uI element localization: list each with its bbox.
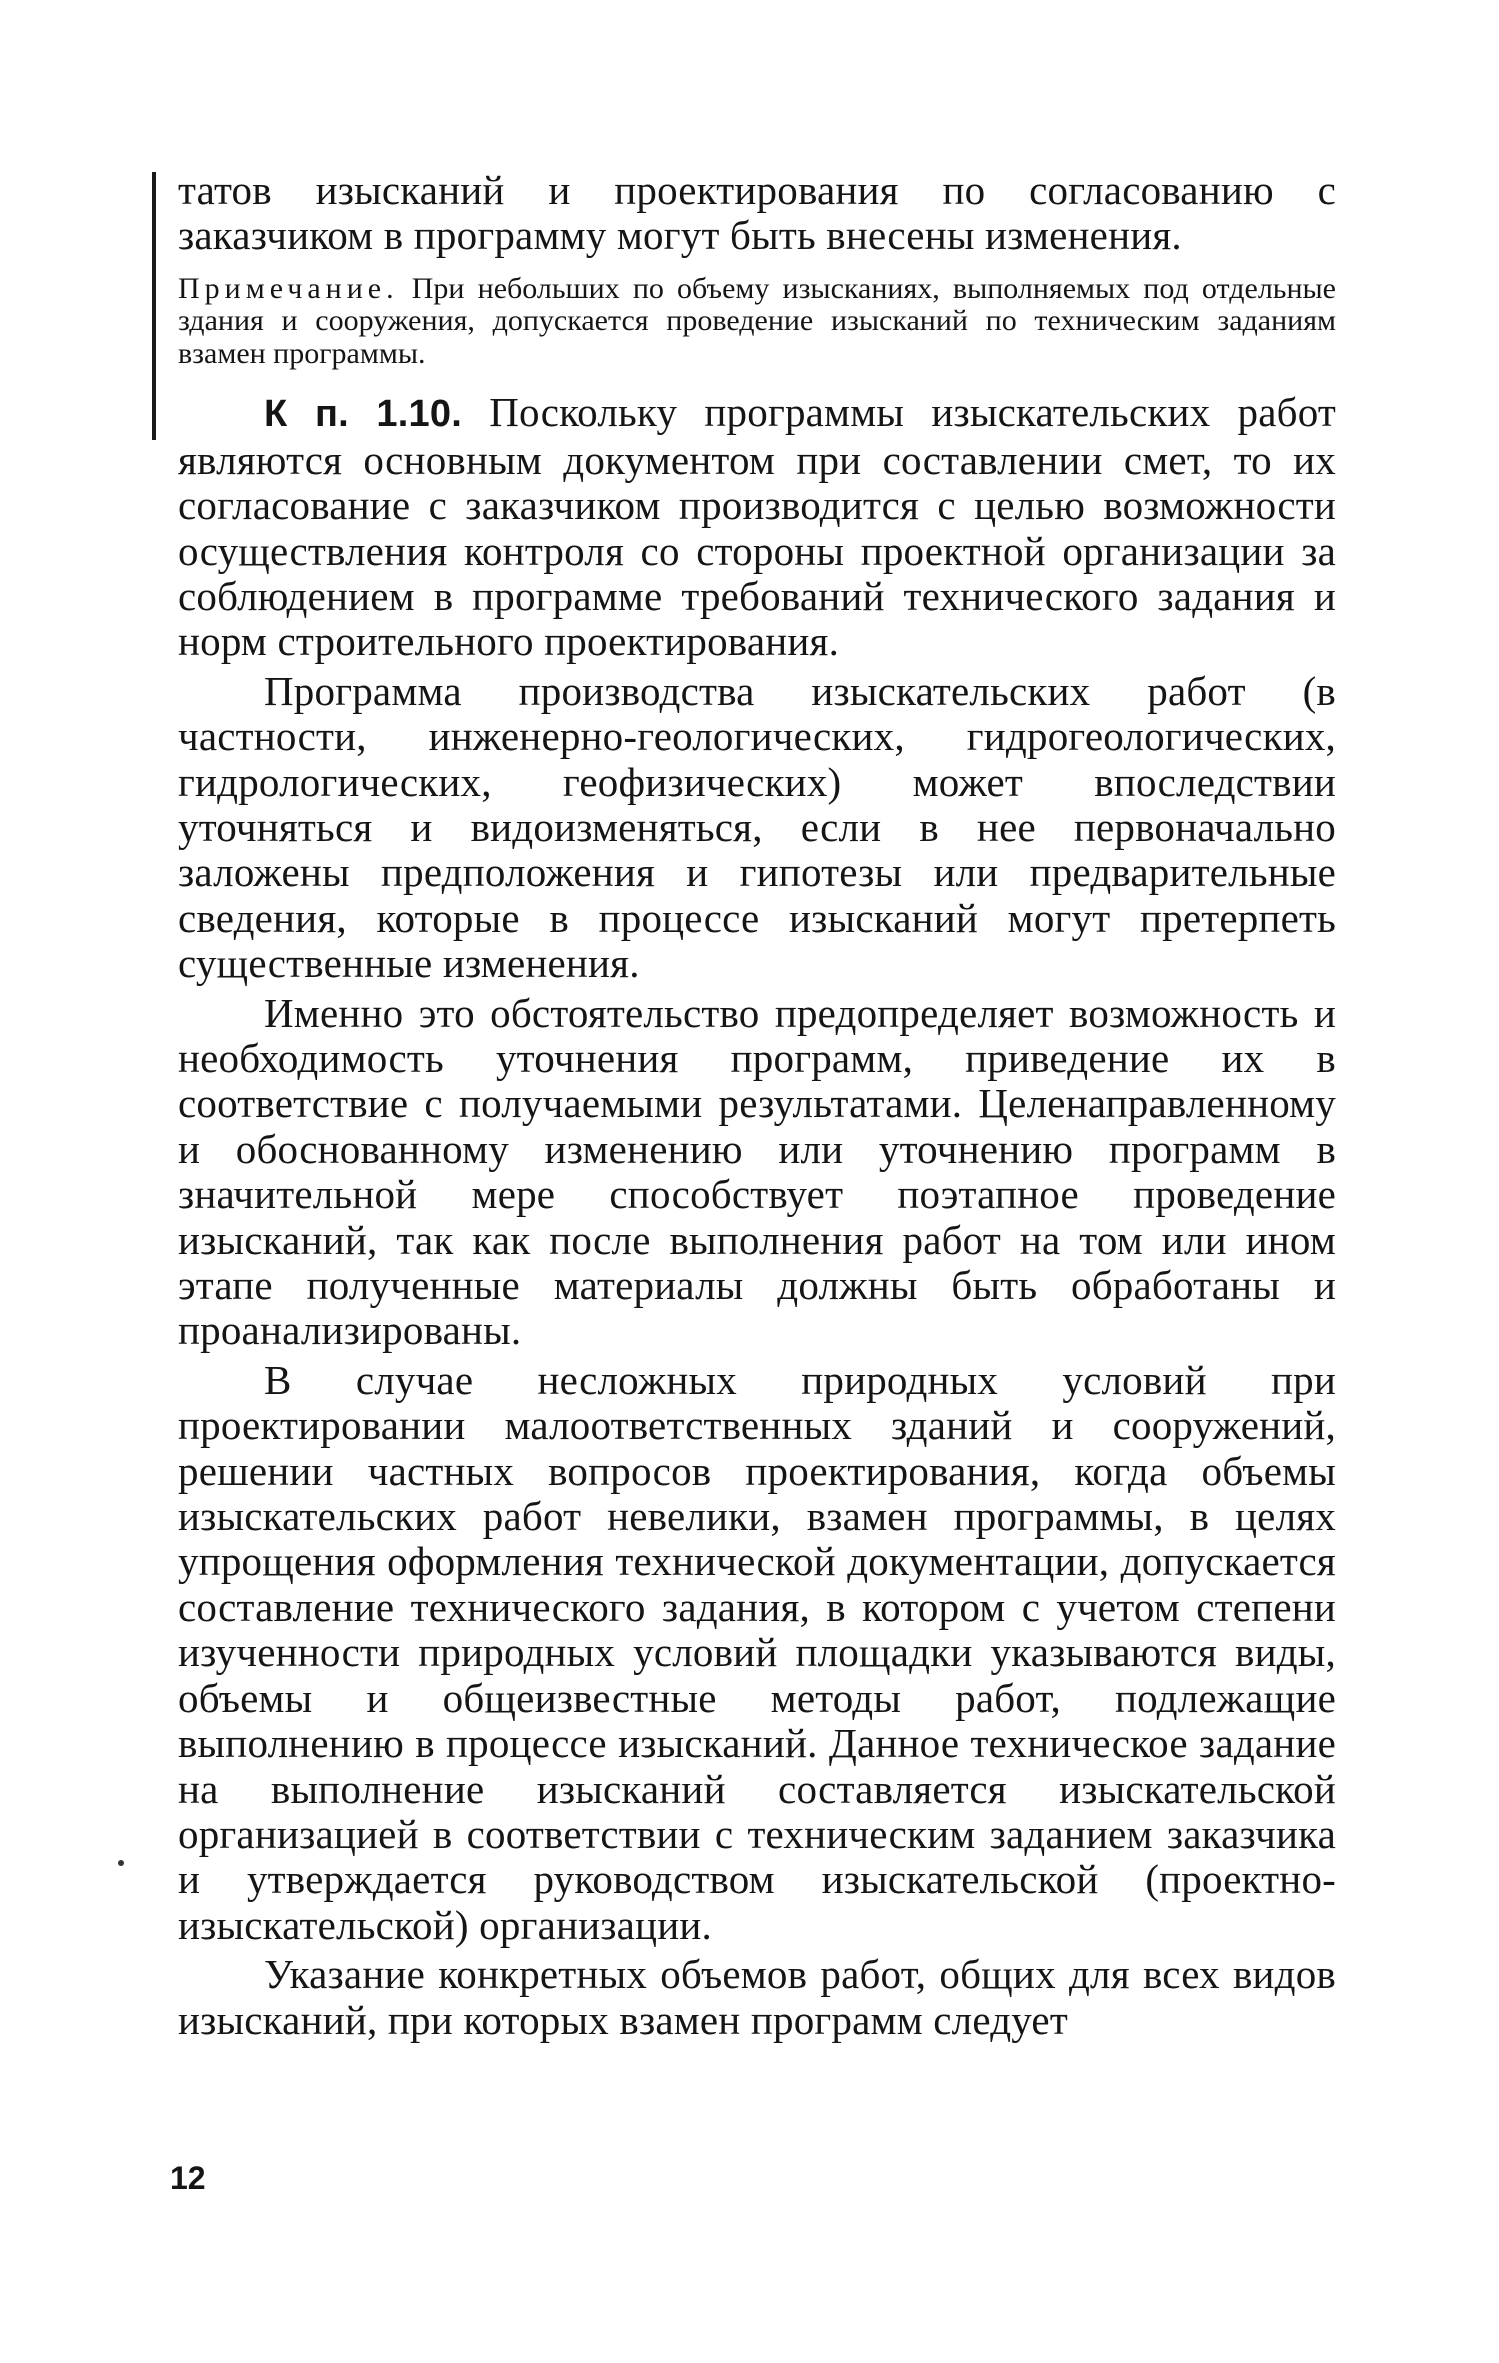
- section-reference-label: К п. 1.10.: [264, 393, 462, 436]
- note: [178, 273, 1336, 371]
- section-paragraph: [178, 390, 1336, 664]
- paragraph-volumes: Указание конкретных объемов работ, общих для всех видов изысканий, при которых взамен программ следует: [178, 1951, 1336, 2043]
- print-speck: [118, 1860, 124, 1866]
- paragraph-program: Программа производства изыскательских работ (в частности, инженерно-геологических, гидрогеологических, гидрологических, геофизических) может впоследствии уточняться и видоизменяться, если в нее первоначально заложены предположения и гипотезы или предварительные сведения, которые в процессе изысканий могут претерпеть существенные изменения.: [178, 667, 1336, 987]
- margin-revision-bar: [152, 172, 156, 440]
- section-text: Поскольку программы изыскательских работ являются основным документом при составлении смет, то их согласование с заказчиком производится с целью возможности осуществления контроля со стороны проектной организации за соблюдением в программе требований технического задания и норм строительного проектирования.: [178, 389, 1336, 665]
- paragraph-circumstance: Именно это обстоятельство предопределяет возможность и необходимость уточнения программ, приведение их в соответствие с получаемыми результатами. Целенаправленному и обоснованному изменению или уточнению программ в значительной мере способствует поэтапное проведение изысканий, так как после выполнения работ на том или ином этапе полученные материалы должны быть обработаны и проанализированы.: [178, 989, 1336, 1354]
- page-body: [178, 168, 1336, 2043]
- paragraph-simple-conditions: В случае несложных природных условий при проектировании малоответственных зданий и сооружений, решении частных вопросов проектирования, когда объемы изыскательских работ невелики, взамен программы, в целях упрощения оформления технической документации, допускается составление технического задания, в котором с учетом степени изученности природных условий площадки указываются виды, объемы и общеизвестные методы работ, подлежащие выполнению в процессе изысканий. Данное техническое задание на выполнение изысканий составляется изыскательской организацией в соответствии с техническим заданием заказчика и утверждается руководством изыскательской (проектно-изыскательской) организации.: [178, 1356, 1336, 1948]
- note-text: При небольших по объему изысканиях, выполняемых под отдельные здания и сооружения, допускается проведение изысканий по техническим заданиям взамен программы.: [178, 271, 1336, 370]
- note-label: Примечание.: [178, 271, 399, 305]
- paragraph-continuation: татов изысканий и проектирования по согласованию с заказчиком в программу могут быть внесены изменения.: [178, 167, 1336, 259]
- page-number: 12: [170, 2160, 206, 2196]
